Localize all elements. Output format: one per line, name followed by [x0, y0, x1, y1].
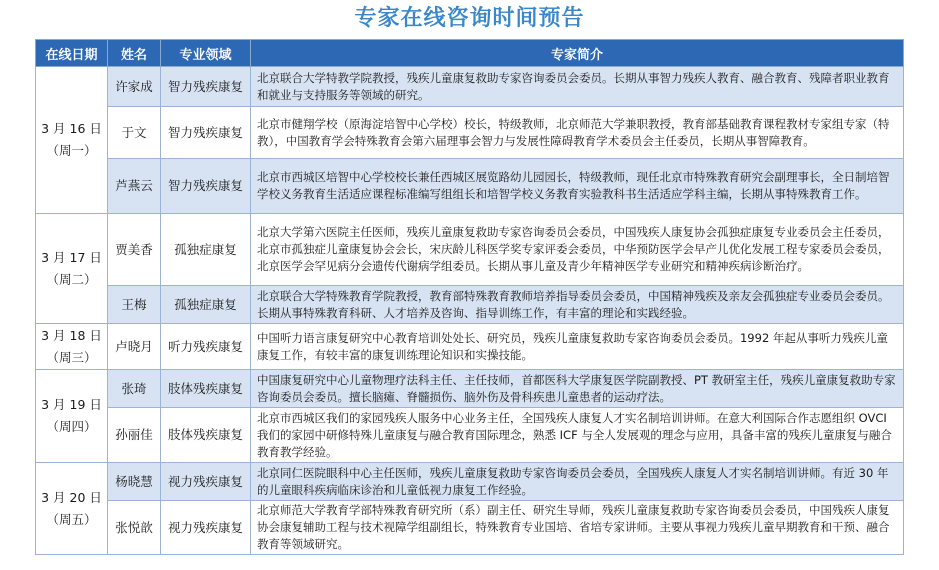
table-row [36, 408, 904, 463]
date-label: 3 月 19 日 [41, 397, 102, 412]
expert-name: 于文 [108, 107, 161, 159]
table-row [36, 107, 904, 159]
table-row [36, 324, 904, 370]
date-label: 3 月 18 日 [41, 327, 102, 343]
expert-intro: 北京市西城区培智中心学校校长兼任西城区展览路幼儿园园长，特级教师，现任北京市特殊教育研究会副理事长，全日制培智学校义务教育生活适应课程标准编写组组长和培智学校义务教育实验教科书生活适应学科主编，长期从事特殊教育工作。 [251, 159, 904, 214]
expert-field: 听力残疾康复 [161, 324, 251, 370]
table-row [36, 159, 904, 214]
weekday-label: （周三） [46, 349, 97, 365]
expert-field: 视力残疾康复 [161, 463, 251, 501]
header-intro: 专家简介 [251, 40, 904, 67]
table-row [36, 67, 904, 107]
expert-field: 智力残疾康复 [161, 67, 251, 107]
table-row [36, 501, 904, 555]
expert-intro: 北京市健翔学校（原海淀培智中心学校）校长，特级教师，北京师范大学兼职教授，教育部基础教育课程教材专家组专家（特教），中国教育学会特殊教育会第六届理事会智力与发展性障碍教育学术委员会主任委员，长期从事智障教育。 [251, 107, 904, 159]
expert-name: 张悦歆 [108, 501, 161, 555]
date-label: 3 月 17 日 [41, 249, 102, 265]
date-cell-monday [36, 67, 108, 214]
expert-field: 肢体残疾康复 [161, 370, 251, 408]
table-row [36, 370, 904, 408]
weekday-label: （周一） [46, 143, 97, 158]
expert-name: 孙丽佳 [108, 408, 161, 463]
expert-intro: 北京师范大学教育学部特殊教育研究所（系）副主任、研究生导师，残疾儿童康复救助专家咨询委员会委员，中国残疾人康复协会康复辅助工程与技术视障学组副组长，特殊教育专业国培、省培专家讲师。主要从事视力残疾儿童早期教育和干预、融合教育等领域研究。 [251, 501, 904, 555]
header-date: 在线日期 [36, 40, 108, 67]
expert-intro: 北京大学第六医院主任医师，残疾儿童康复救助专家咨询委员会委员，中国残疾人康复协会孤独症康复专业委员会主任委员，北京市孤独症儿童康复协会会长，宋庆龄儿科医学奖专家评委会委员，中华预防医学会早产儿优化发展工程专家委员会委员，北京医学会罕见病分会遗传代谢病学组委员。长期从事儿童及青少年精神医学专业研究和精神疾病诊断治疗。 [251, 214, 904, 286]
expert-name: 芦燕云 [108, 159, 161, 214]
table-row [36, 214, 904, 286]
date-cell-wednesday [36, 324, 108, 370]
expert-intro: 中国康复研究中心儿童物理疗法科主任、主任技师，首都医科大学康复医学院副教授、PT 教研室主任，残疾儿童康复救助专家咨询委员会委员。擅长脑瘫、脊髓损伤、脑外伤及骨科疾患儿童患者的运动疗法。 [251, 370, 904, 408]
expert-field: 视力残疾康复 [161, 501, 251, 555]
expert-intro: 北京同仁医院眼科中心主任医师，残疾儿童康复救助专家咨询委员会委员，全国残疾人康复人才实名制培训讲师。有近 30 年的儿童眼科疾病临床诊治和儿童低视力康复工作经验。 [251, 463, 904, 501]
expert-name: 卢晓月 [108, 324, 161, 370]
table-row [36, 286, 904, 324]
table-row [36, 463, 904, 501]
weekday-label: （周四） [46, 419, 97, 434]
schedule-table [35, 39, 904, 555]
table-header-row [36, 40, 904, 67]
expert-name: 贾美香 [108, 214, 161, 286]
date-label: 3 月 16 日 [41, 121, 102, 136]
page-title: 专家在线咨询时间预告 [354, 6, 585, 31]
date-cell-tuesday [36, 214, 108, 324]
expert-intro: 中国听力语言康复研究中心教育培训处处长、研究员，残疾儿童康复救助专家咨询委员会委员。1992 年起从事听力残疾儿童康复工作，有较丰富的康复训练理论知识和实操技能。 [251, 324, 904, 370]
weekday-label: （周二） [46, 271, 97, 287]
expert-field: 肢体残疾康复 [161, 408, 251, 463]
expert-field: 孤独症康复 [161, 214, 251, 286]
expert-name: 张琦 [108, 370, 161, 408]
expert-intro: 北京联合大学特教学院教授，残疾儿童康复救助专家咨询委员会委员。长期从事智力残疾人教育、融合教育、残障者职业教育和就业与支持服务等领域的研究。 [251, 67, 904, 107]
date-cell-friday [36, 463, 108, 555]
expert-name: 杨晓慧 [108, 463, 161, 501]
expert-intro: 北京联合大学特殊教育学院教授，教育部特殊教育教师培养指导委员会委员，中国精神残疾及亲友会孤独症专业委员会委员。长期从事特殊教育科研、人才培养及咨询、指导训练工作，有丰富的理论和实践经验。 [251, 286, 904, 324]
expert-name: 许家成 [108, 67, 161, 107]
expert-field: 孤独症康复 [161, 286, 251, 324]
header-name: 姓名 [108, 40, 161, 67]
date-label: 3 月 20 日 [41, 489, 102, 505]
expert-name: 王梅 [108, 286, 161, 324]
weekday-label: （周五） [46, 511, 97, 527]
expert-intro: 北京市西城区我们的家园残疾人服务中心业务主任，全国残疾人康复人才实名制培训讲师。在意大利国际合作志愿组织 OVCI 我们的家园中研修特殊儿童康复与融合教育国际理念，熟悉 ICF 与全人发展观的理念与应用，具备丰富的残疾儿童康复与融合教育教学经验。 [251, 408, 904, 463]
date-cell-thursday [36, 370, 108, 463]
expert-field: 智力残疾康复 [161, 159, 251, 214]
expert-field: 智力残疾康复 [161, 107, 251, 159]
header-field: 专业领域 [161, 40, 251, 67]
